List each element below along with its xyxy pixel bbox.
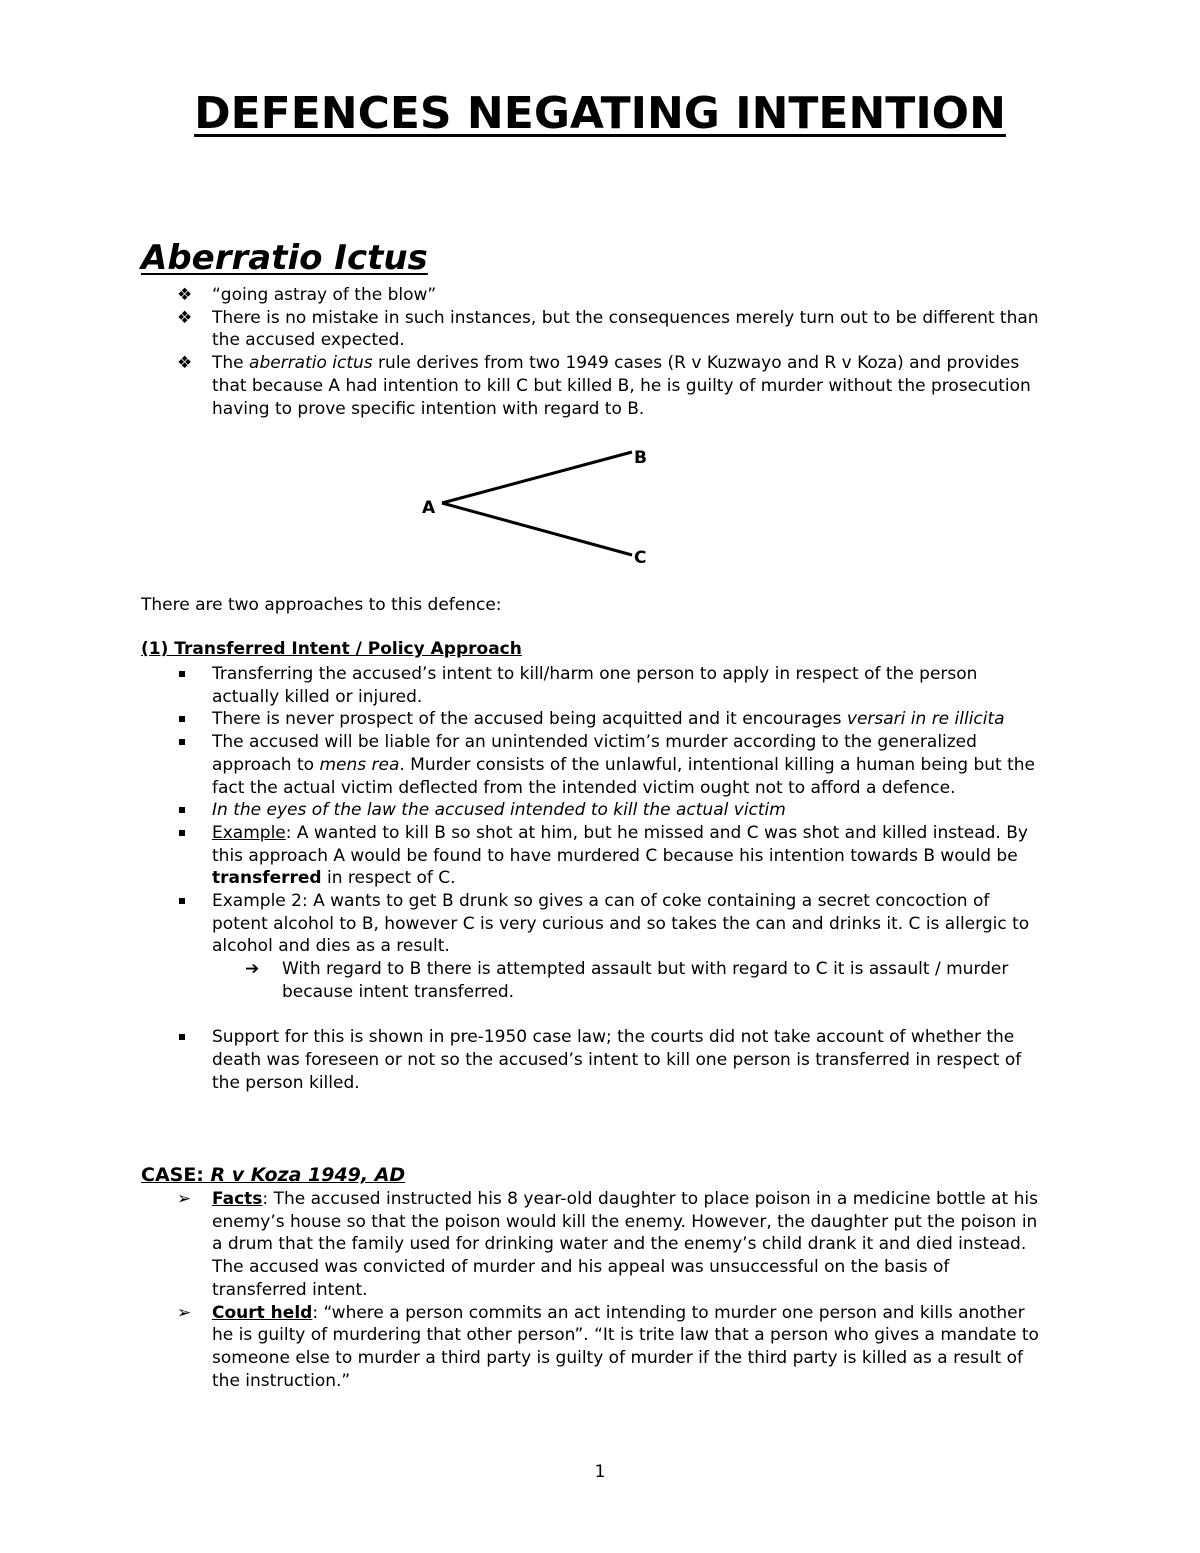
approach1-heading: (1) Transferred Intent / Policy Approach bbox=[141, 639, 522, 659]
list-item: Example 2: A wants to get B drunk so gives a can of coke containing a secret concoction of potent alcohol to B, however C is very curious and so takes the can and drinks it. C is allergic to alcohol and dies as a result. bbox=[141, 890, 1041, 958]
square-bullet-icon bbox=[179, 898, 185, 904]
line-a-to-b bbox=[442, 452, 632, 503]
case-points-list bbox=[141, 1188, 1041, 1392]
arrowhead-bullet-icon: ➢ bbox=[177, 1302, 192, 1323]
square-bullet-icon bbox=[179, 1034, 185, 1040]
page-number: 1 bbox=[594, 1462, 606, 1482]
list-item: ➢ Facts: The accused instructed his 8 year-old daughter to place poison in a medicine bottle at his enemy’s house so that the poison would kill the enemy. However, the daughter put the poison in a drum that the family used for drinking water and the enemy’s child drank it and died instead. The accused was convicted of murder and his appeal was unsuccessful on the basis of transferred intent. bbox=[177, 1189, 1038, 1300]
square-bullet-icon bbox=[179, 716, 185, 722]
diamond-bullet-icon: ❖ bbox=[177, 353, 193, 374]
square-bullet-icon bbox=[179, 807, 185, 813]
diagram-label-c: C bbox=[634, 548, 647, 568]
list-item: ❖ “going astray of the blow” bbox=[177, 285, 437, 305]
case-heading: CASE: R v Koza 1949, AD bbox=[141, 1164, 406, 1186]
approaches-intro: There are two approaches to this defence: bbox=[141, 595, 502, 615]
intro-bullet-list bbox=[141, 284, 1041, 420]
list-item: ➢ Court held: “where a person commits an act intending to murder one person and kills another he is guilty of murdering that other person”. “It is trite law that a person who gives a mandate to someone else to murder a third party is guilty of murder if the third party is killed as a result of the instruction.” bbox=[177, 1302, 1039, 1391]
diamond-bullet-icon: ❖ bbox=[177, 307, 193, 328]
arrow-bullet-icon: ➔ bbox=[245, 959, 260, 980]
square-bullet-icon bbox=[179, 671, 185, 677]
approach1-bullet-list bbox=[141, 663, 1041, 1094]
list-item: There is never prospect of the accused being acquitted and it encourages versari in re illicita bbox=[141, 708, 1041, 731]
list-item: Transferring the accused’s intent to kill/harm one person to apply in respect of the person actually killed or injured. bbox=[141, 663, 1041, 708]
list-item: The accused will be liable for an unintended victim’s murder according to the generalized approach to mens rea. Murder consists of the unlawful, intentional killing a human being but the fact the actual victim deflected from the intended victim ought not to afford a defence. bbox=[141, 731, 1041, 799]
list-item: Example: A wanted to kill B so shot at him, but he missed and C was shot and killed instead. By this approach A would be found to have murdered C because his intention towards B would be transferred in respect of C. bbox=[141, 822, 1041, 890]
page-title: DEFENCES NEGATING INTENTION bbox=[194, 88, 1006, 139]
list-item: In the eyes of the law the accused intended to kill the actual victim bbox=[141, 799, 1041, 822]
arrowhead-bullet-icon: ➢ bbox=[177, 1189, 192, 1209]
list-item: ❖ There is no mistake in such instances, but the consequences merely turn out to be different than the accused expected. bbox=[177, 307, 1039, 351]
diagram-label-b: B bbox=[634, 448, 647, 468]
arrow-sub-item: ➔ With regard to B there is attempted assault but with regard to C it is assault / murder because intent transferred. bbox=[245, 959, 1009, 1002]
diagram-label-a: A bbox=[422, 498, 436, 518]
list-item: Support for this is shown in pre-1950 case law; the courts did not take account of whether the death was foreseen or not so the accused’s intent to kill one person is transferred in respect of the person killed. bbox=[141, 1026, 1041, 1094]
section-heading: Aberratio Ictus bbox=[141, 238, 428, 278]
diamond-bullet-icon: ❖ bbox=[177, 285, 193, 305]
list-item: ❖ The aberratio ictus rule derives from two 1949 cases (R v Kuzwayo and R v Koza) and provides that because A had intention to kill C but killed B, he is guilty of murder without the prosecution having to prove specific intention with regard to B. bbox=[177, 353, 1031, 419]
square-bullet-icon bbox=[179, 830, 185, 836]
line-a-to-c bbox=[442, 503, 632, 555]
square-bullet-icon bbox=[179, 739, 185, 745]
aberratio-diagram bbox=[400, 440, 680, 580]
